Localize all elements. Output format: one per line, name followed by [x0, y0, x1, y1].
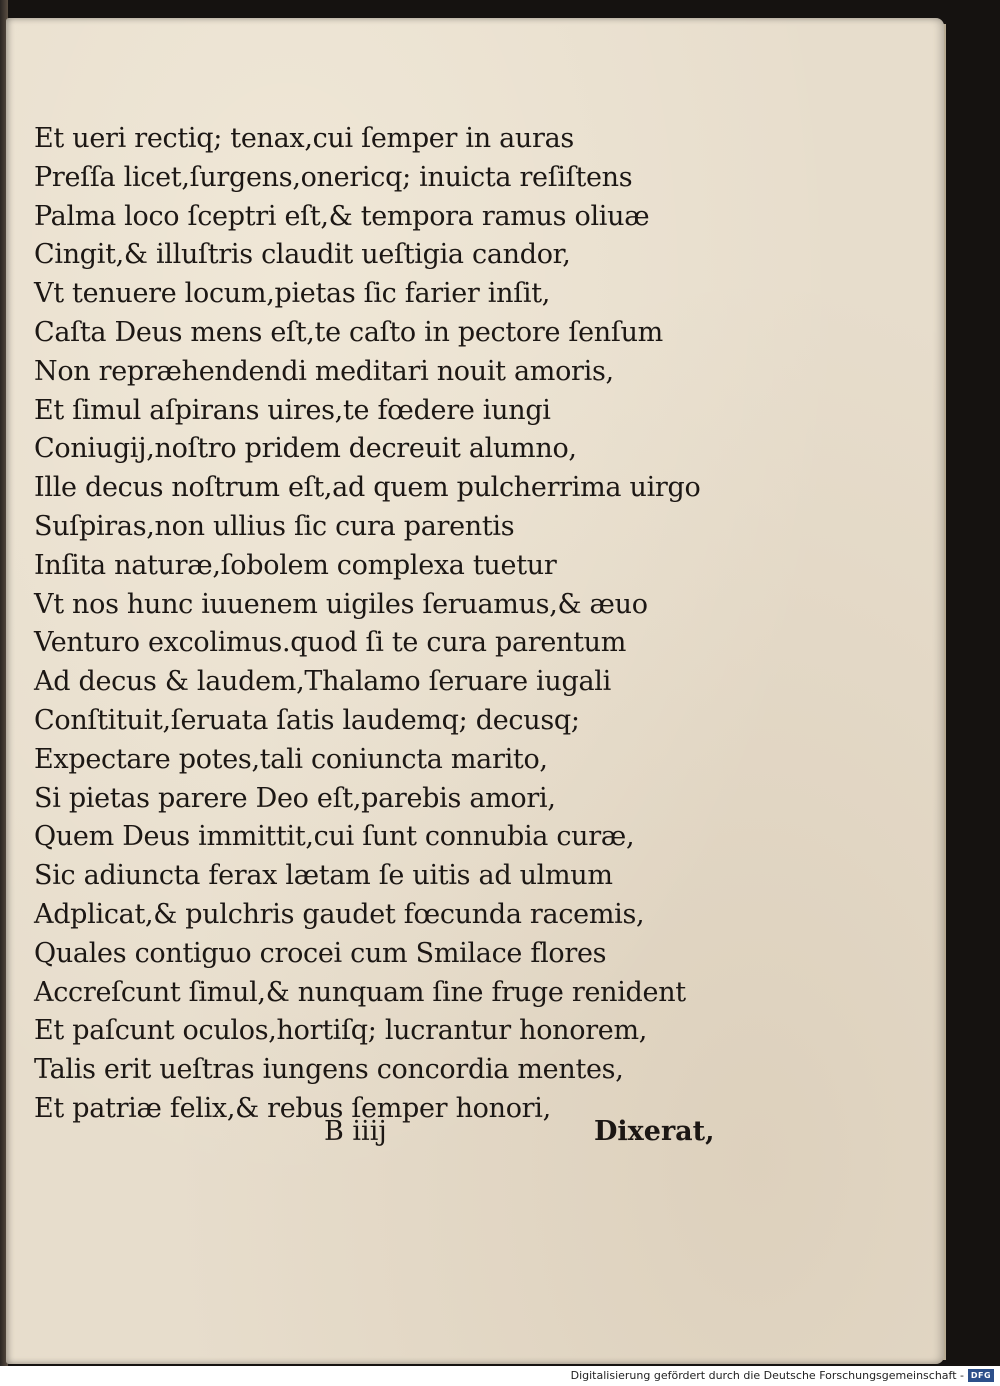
verse-line: Suſpiras,non ullius ſic cura parentis: [34, 510, 515, 542]
verse-line: Palma loco ſceptri eſt,& tempora ramus oliuæ: [34, 200, 650, 232]
verse-line: Et patriæ felix,& rebus ſemper honori,: [34, 1092, 551, 1124]
funding-credit: Digitalisierung gefördert durch die Deutsche Forschungsgemeinschaft -: [570, 1369, 964, 1382]
verse-line: Quem Deus immittit,cui ſunt connubia curæ,: [34, 821, 635, 853]
page-foot: [6, 1112, 944, 1152]
verse-line: Cingit,& illuſtris claudit ueſtigia candor,: [34, 239, 571, 271]
verse-line: Caſta Deus mens eſt,te caſto in pectore ſenſum: [34, 316, 663, 348]
signature-mark: B iiij: [324, 1116, 387, 1147]
verse-line: Ille decus noſtrum eſt,ad quem pulcherrima uirgo: [34, 472, 701, 504]
verse-line: Talis erit ueſtras iungens concordia mentes,: [34, 1054, 624, 1086]
verse-line: Si pietas parere Deo eſt,parebis amori,: [34, 782, 556, 814]
verse-line: Coniugij,noſtro pridem decreuit alumno,: [34, 433, 577, 465]
verse-line: Vt tenuere locum,pietas ſic farier inſit,: [34, 278, 551, 310]
verse-line: Et paſcunt oculos,hortiſq; lucrantur honorem,: [34, 1015, 648, 1047]
verse-line: Sic adiuncta ferax lætam ſe uitis ad ulmum: [34, 860, 613, 892]
verse-line: Vt nos hunc iuuenem uigiles ſeruamus,& æuo: [34, 588, 648, 620]
verse-line: Ad decus & laudem,Thalamo ſeruare iugali: [34, 666, 611, 698]
verse-line: Inſita naturæ,ſobolem complexa tuetur: [34, 549, 557, 581]
verse-line: Expectare potes,tali coniuncta marito,: [34, 743, 548, 775]
verse-line: Venturo excolimus.quod ſi te cura parentum: [34, 627, 627, 659]
catchword: Dixerat,: [594, 1116, 715, 1147]
verse-line: Et ſimul aſpirans uires,te fœdere iungi: [34, 394, 551, 426]
verse-line: Non repræhendendi meditari nouit amoris,: [34, 355, 614, 387]
verse-line: Preſſa licet,ſurgens,onericq; inuicta reſiſtens: [34, 161, 633, 193]
verse-block: [34, 120, 934, 1129]
verse-line: Adplicat,& pulchris gaudet fœcunda racemis,: [34, 898, 645, 930]
verse-line: Quales contiguo crocei cum Smilace flores: [34, 937, 607, 969]
book-page: [6, 18, 944, 1364]
digitization-footer: [0, 1366, 1000, 1386]
verse-line: Et ueri rectiq; tenax,cui ſemper in auras: [34, 123, 574, 154]
dfg-logo-icon: DFG: [968, 1369, 994, 1382]
verse-line: Conſtituit,ſeruata ſatis laudemq; decusq;: [34, 704, 580, 736]
verse-line: Accreſcunt ſimul,& nunquam ſine fruge renident: [34, 976, 686, 1008]
